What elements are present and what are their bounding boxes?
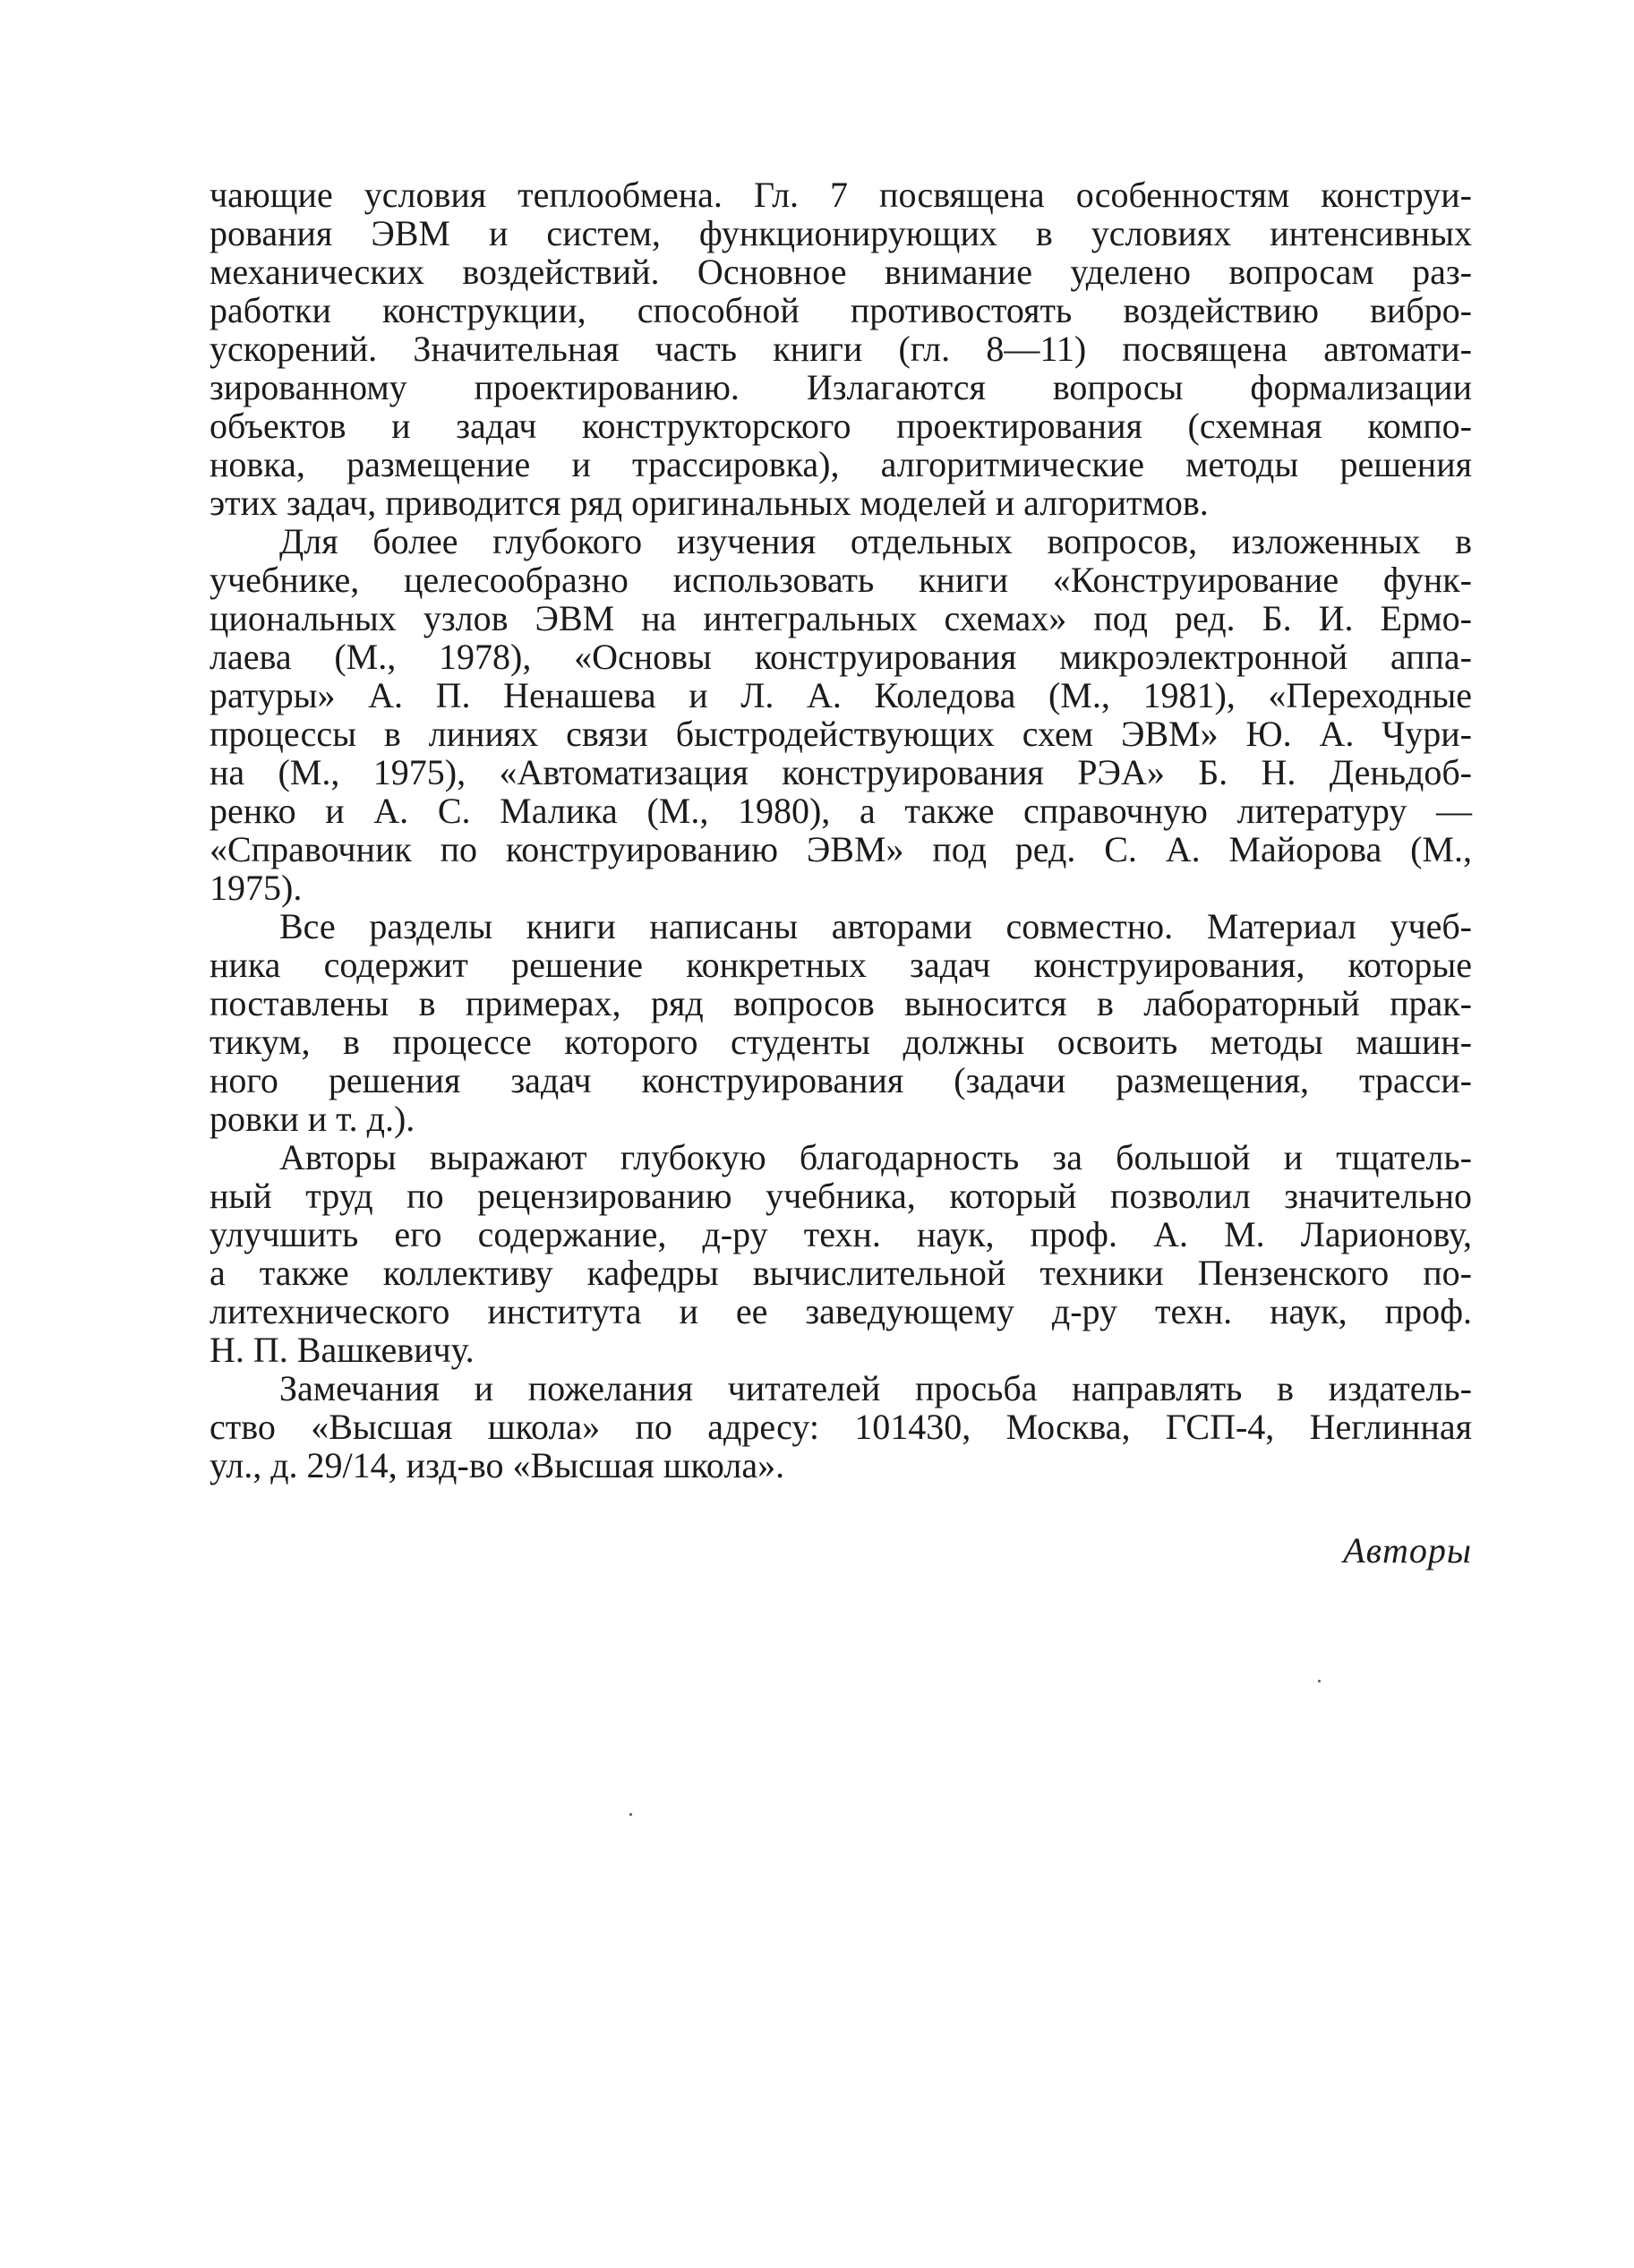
text-line: Все разделы книги написаны авторами совместно. Материал учеб- [279, 906, 1472, 946]
text-line: зированному проектированию. Излагаются вопросы формализации [210, 367, 1472, 407]
text-line: Замечания и пожелания читателей просьба направлять в издатель- [279, 1368, 1472, 1408]
text-line: процессы в линиях связи быстродействующих схем ЭВМ» Ю. А. Чури- [210, 714, 1472, 754]
text-line: лаева (М., 1978), «Основы конструирования микроэлектронной аппа- [210, 637, 1472, 677]
text-line: ника содержит решение конкретных задач конструирования, которые [210, 945, 1472, 985]
text-line: на (М., 1975), «Автоматизация конструирования РЭА» Б. Н. Деньдоб- [210, 752, 1472, 792]
scan-speck [1318, 1680, 1321, 1682]
text-line: учебнике, целесообразно использовать книги «Конструирование функ- [210, 560, 1472, 600]
text-line: рования ЭВМ и систем, функционирующих в условиях интенсивных [210, 213, 1472, 253]
text-line: ратуры» А. П. Ненашева и Л. А. Коледова (М., 1981), «Переходные [210, 675, 1472, 715]
paragraph [210, 907, 1472, 1138]
text-line: 1975). [210, 868, 303, 908]
text-line: работки конструкции, способной противостоять воздействию вибро- [210, 290, 1472, 330]
paragraph [210, 1138, 1472, 1369]
text-line: Для более глубокого изучения отдельных вопросов, изложенных в [279, 521, 1472, 561]
text-line: чающие условия теплообмена. Гл. 7 посвящена особенностям конструи- [210, 175, 1472, 215]
text-line: ного решения задач конструирования (задачи размещения, трасси- [210, 1060, 1472, 1100]
signature-authors: Авторы [1343, 1530, 1472, 1570]
text-line: объектов и задач конструкторского проектирования (схемная компо- [210, 406, 1472, 446]
paragraph [210, 175, 1472, 522]
paragraph [210, 1369, 1472, 1485]
text-line: ренко и А. С. Малика (М., 1980), а также справочную литературу — [210, 791, 1472, 831]
text-line: а также коллективу кафедры вычислительной техники Пензенского по- [210, 1253, 1472, 1293]
text-line: литехнического института и ее заведующему д-ру техн. наук, проф. [210, 1291, 1472, 1331]
paragraph [210, 522, 1472, 907]
text-line: циональных узлов ЭВМ на интегральных схемах» под ред. Б. И. Ермо- [210, 598, 1472, 638]
text-line: новка, размещение и трассировка), алгоритмические методы решения [210, 444, 1472, 484]
text-line: Н. П. Вашкевичу. [210, 1330, 475, 1370]
text-line: механических воздействий. Основное внимание уделено вопросам раз- [210, 252, 1472, 292]
text-line: тикум, в процессе которого студенты должны освоить методы машин- [210, 1022, 1472, 1062]
text-line: ный труд по рецензированию учебника, который позволил значительно [210, 1176, 1472, 1216]
scan-speck [629, 1813, 632, 1816]
text-line: ул., д. 29/14, изд-во «Высшая школа». [210, 1445, 785, 1485]
text-line: ровки и т. д.). [210, 1099, 415, 1139]
body-text [210, 175, 1472, 1485]
text-line: «Справочник по конструированию ЭВМ» под ред. С. А. Майорова (М., [210, 829, 1472, 869]
text-line: Авторы выражают глубокую благодарность за большой и тщатель- [279, 1137, 1472, 1177]
text-line: ускорений. Значительная часть книги (гл. 8—11) посвящена автомати- [210, 329, 1472, 369]
text-line: ство «Высшая школа» по адресу: 101430, Москва, ГСП-4, Неглинная [210, 1407, 1472, 1447]
text-line: улучшить его содержание, д-ру техн. наук, проф. А. М. Ларионову, [210, 1214, 1472, 1254]
text-line: поставлены в примерах, ряд вопросов выносится в лабораторный прак- [210, 983, 1472, 1023]
text-line: этих задач, приводится ряд оригинальных моделей и алгоритмов. [210, 483, 1209, 523]
